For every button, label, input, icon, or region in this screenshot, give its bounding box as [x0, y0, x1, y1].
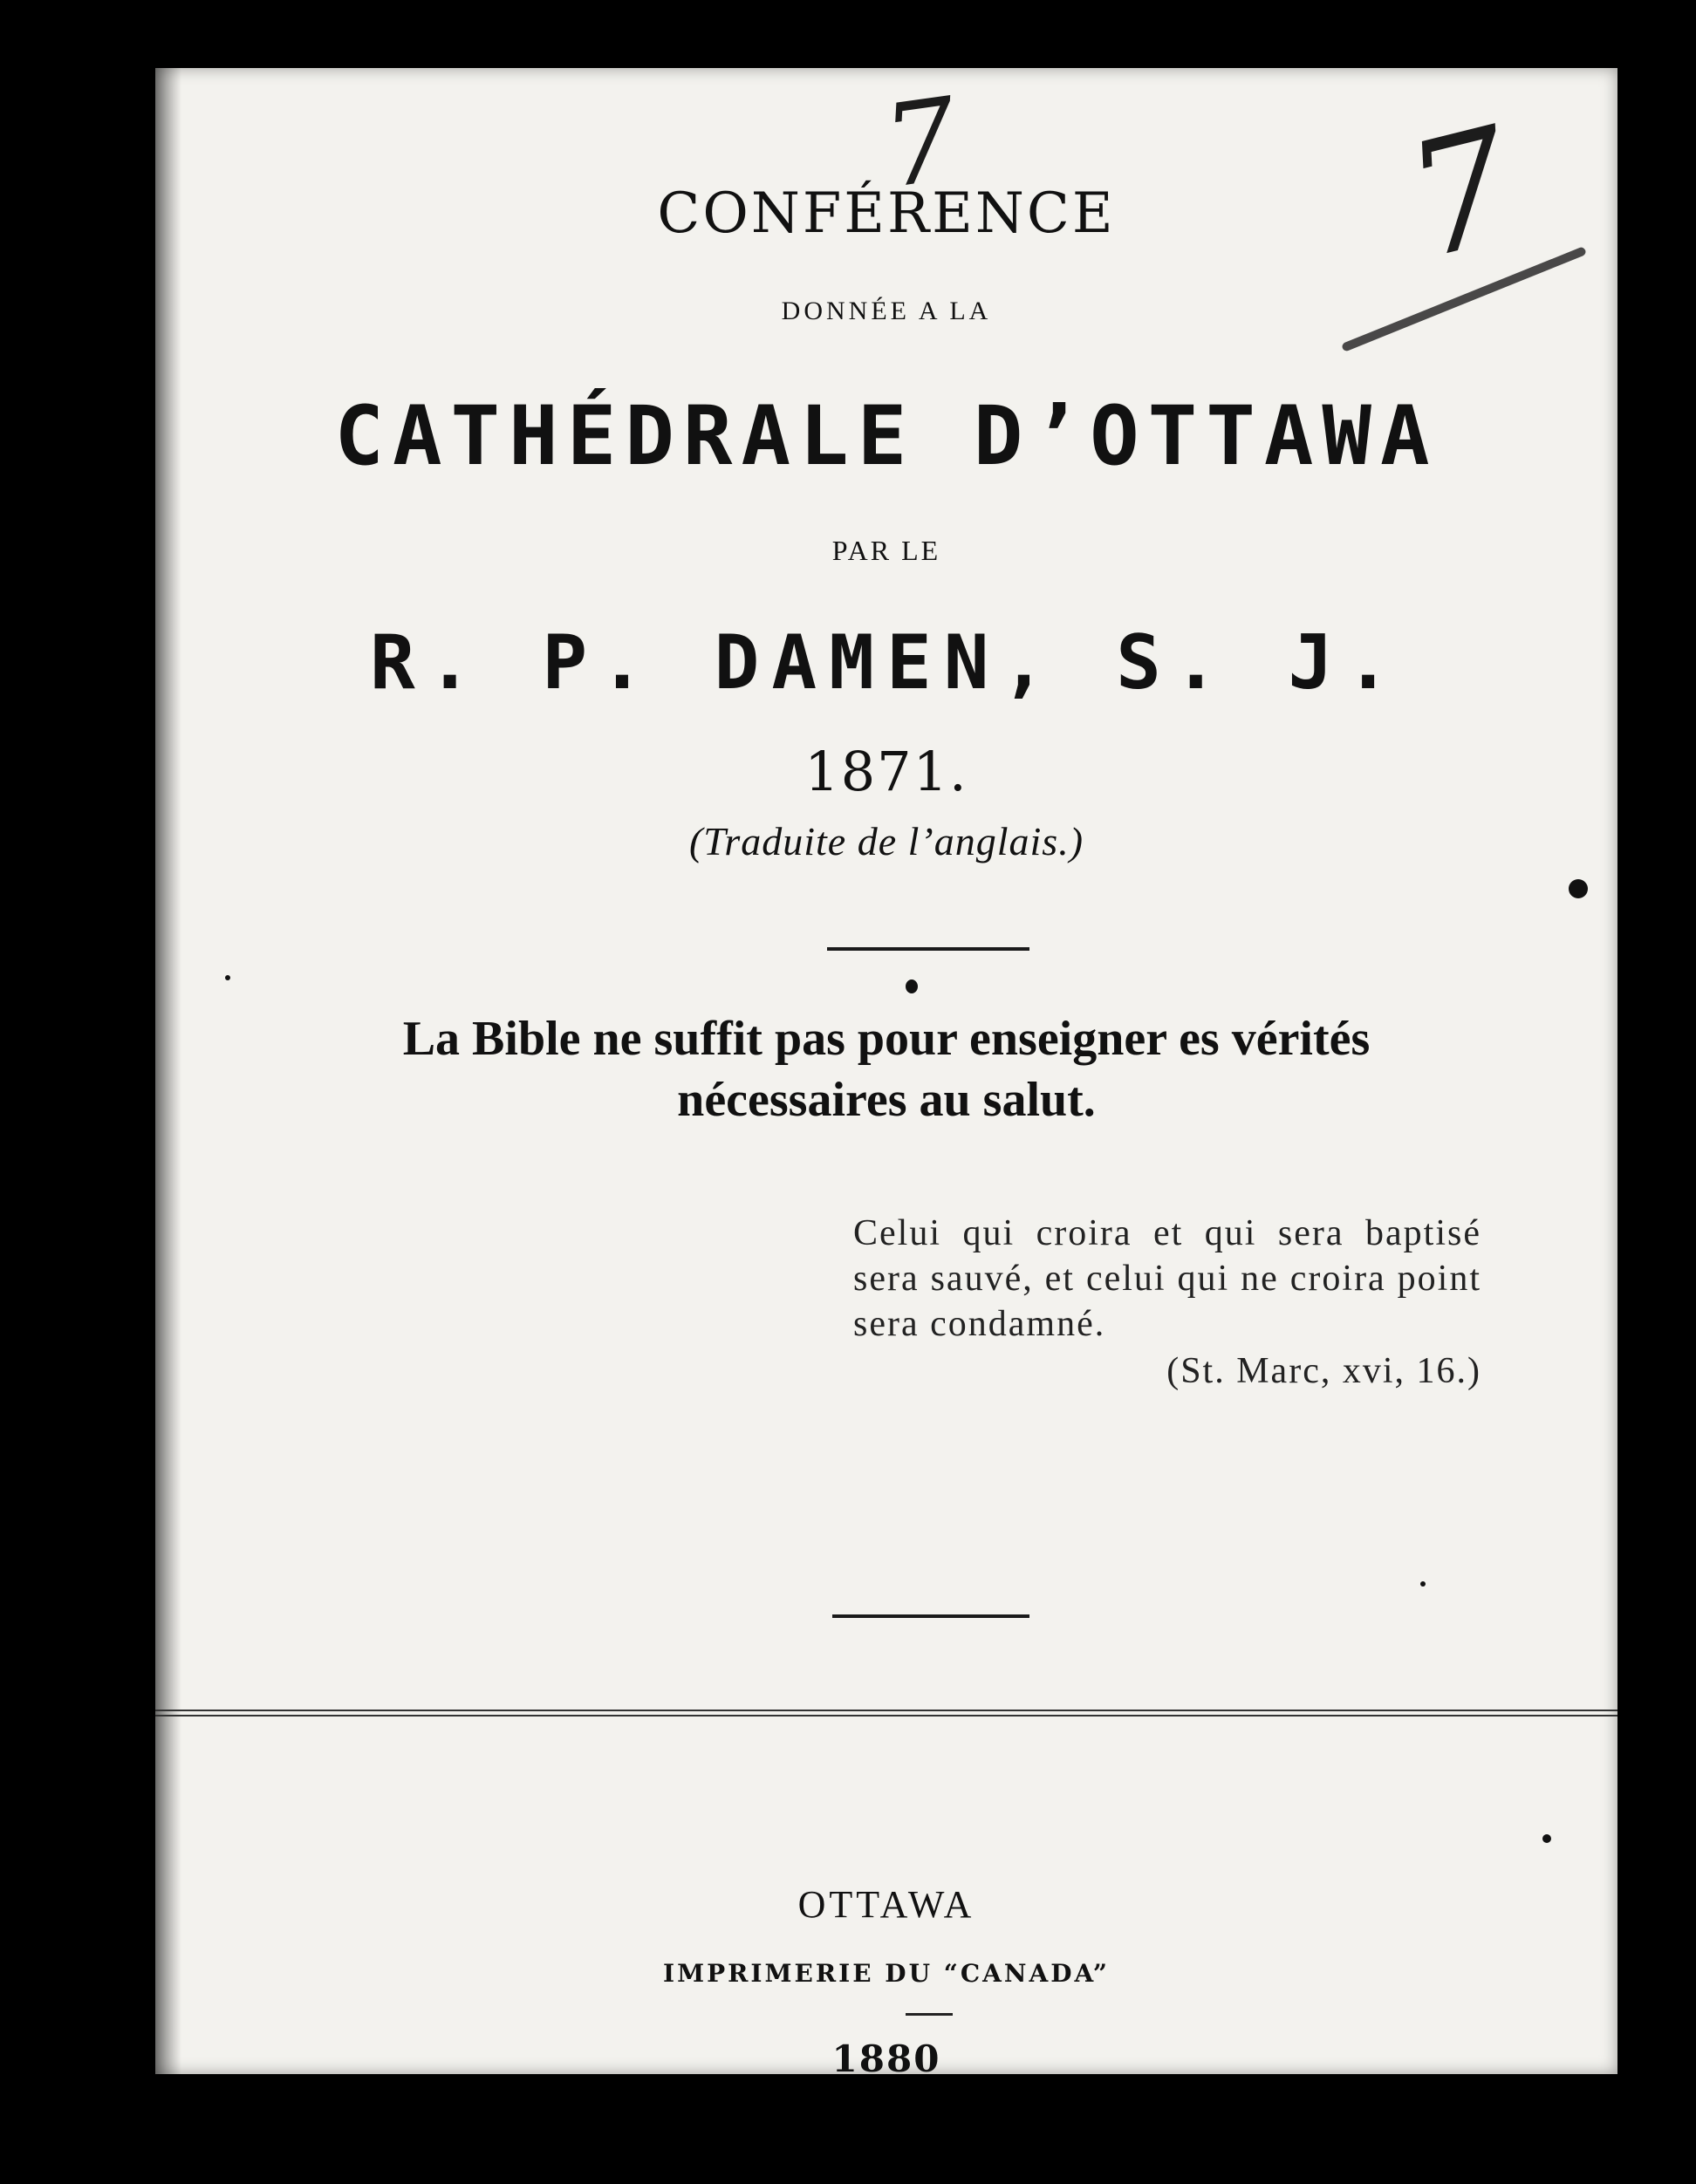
epigraph-citation: (St. Marc, xvi, 16.)	[1166, 1351, 1481, 1391]
imprint-city: OTTAWA	[797, 1883, 975, 1926]
ink-speck	[906, 979, 918, 993]
author-name: R. P. DAMEN, S. J.	[370, 619, 1403, 706]
imprint-year: 1880	[831, 2037, 941, 2074]
translation-note: (Traduite de l’anglais.)	[688, 819, 1084, 863]
lecture-year: 1871.	[804, 740, 968, 803]
ink-speck	[1420, 1581, 1426, 1587]
thesis-statement: La Bible ne suffit pas pour enseigner es vérités nécessaires au salut.	[402, 1012, 1371, 1127]
document-subheading: DONNÉE A LA	[781, 297, 992, 325]
by-line-label: PAR LE	[831, 535, 941, 566]
ink-speck	[1542, 1834, 1551, 1843]
document-heading: CONFÉRENCE	[657, 181, 1116, 246]
imprint-rule	[906, 2013, 953, 2016]
divider-rule-bottom	[832, 1614, 1029, 1618]
divider-rule-top	[827, 947, 1029, 951]
title-page	[155, 68, 1617, 2074]
handwritten-mark-right: 7	[1391, 93, 1533, 295]
ink-speck	[1569, 879, 1588, 898]
imprint-separator	[155, 1710, 1617, 1716]
handwritten-mark-top: 7	[875, 72, 966, 215]
epigraph-quote: Celui qui croira et qui sera baptisé sera sauvé, et celui qui ne croira point sera condamné.	[853, 1213, 1481, 1344]
ink-speck	[225, 975, 230, 980]
imprint-printer: IMPRIMERIE DU “CANADA”	[663, 1959, 1110, 1988]
venue-title: CATHÉDRALE D’OTTAWA	[334, 389, 1439, 484]
